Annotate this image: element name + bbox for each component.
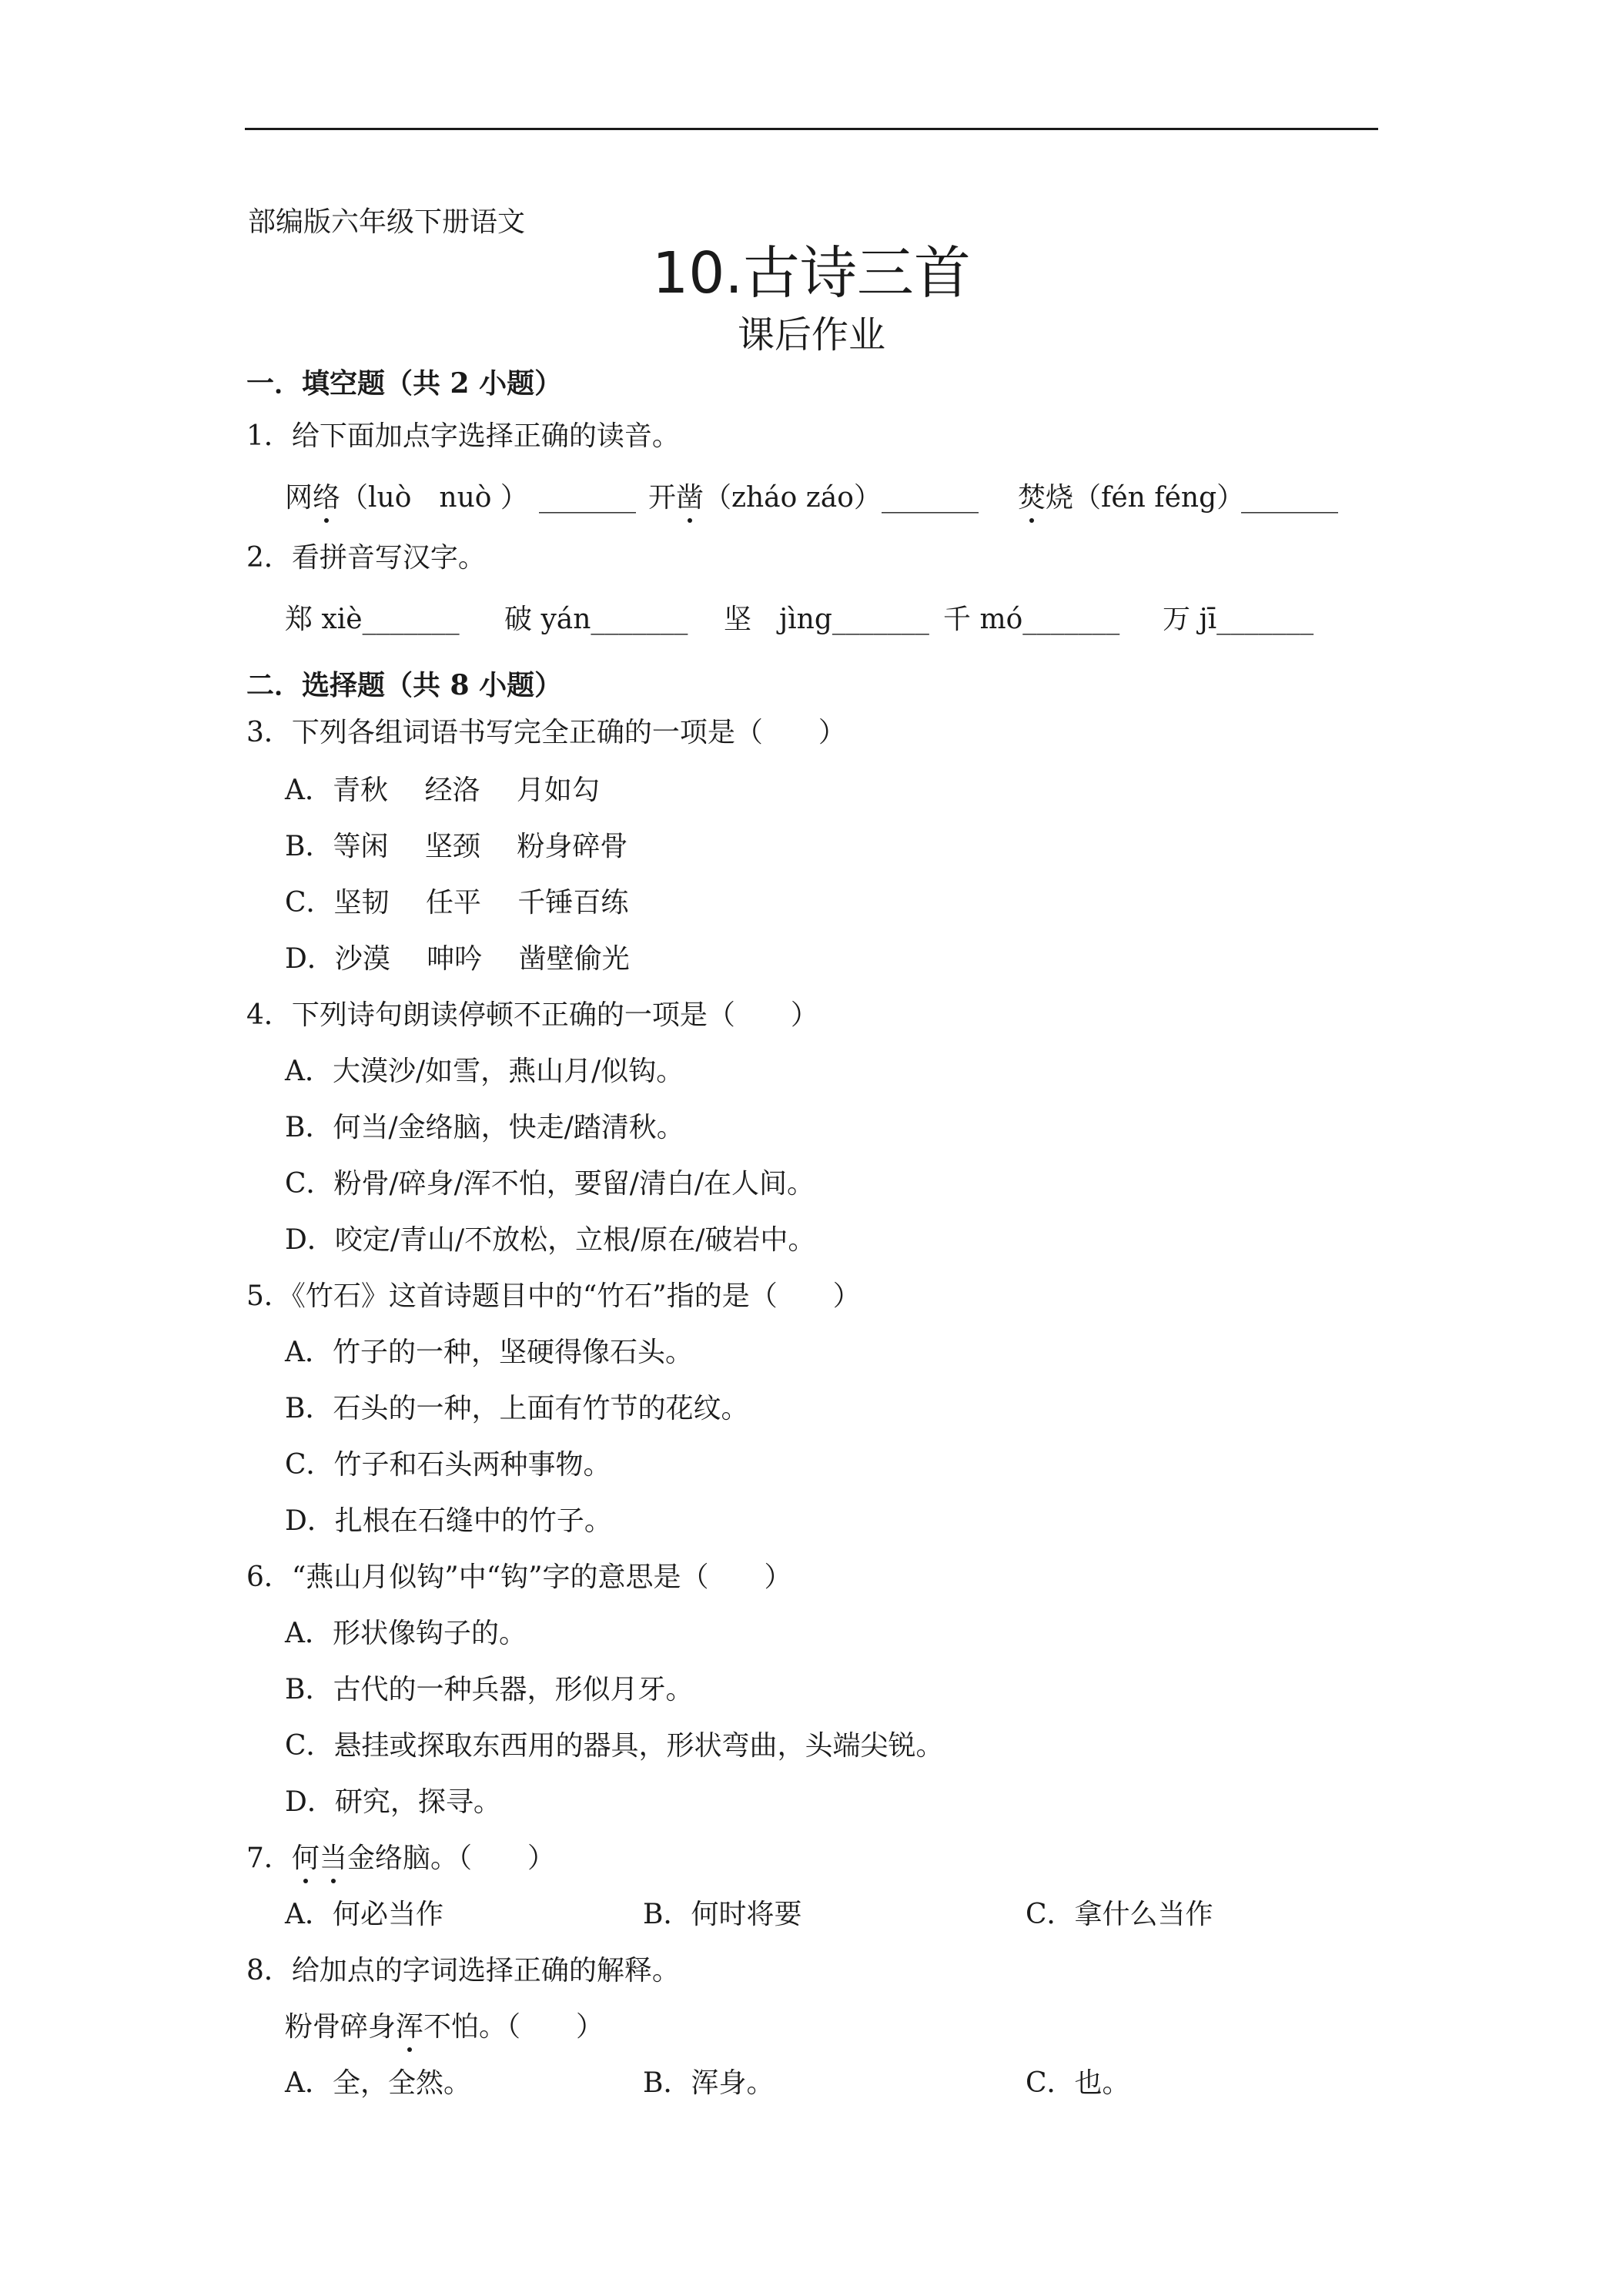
q6-option-b[interactable]: B．古代的一种兵器，形似月牙。 — [285, 1674, 694, 1705]
q7-stem-rest: 金络脑。（ ） — [346, 1842, 555, 1874]
q1-item-2-blank[interactable]: _______ — [882, 482, 979, 514]
q3-option-c[interactable]: C．坚韧 任平 千锤百练 — [285, 887, 629, 919]
q2-item-5[interactable]: 万 jī_______ — [1163, 604, 1314, 635]
section-heading-choice: 二．选择题（共 8 小题） — [246, 669, 563, 701]
q8-option-b[interactable]: B．浑身。 — [643, 2067, 775, 2099]
page-subtitle: 课后作业 — [737, 313, 885, 356]
q8-poem-line — [285, 2010, 604, 2044]
q7-option-c[interactable]: C．拿什么当作 — [1026, 1899, 1213, 1930]
q3-option-d[interactable]: D．沙漠 呻吟 凿壁偷光 — [285, 943, 630, 975]
page-title: 10.古诗三首 — [652, 240, 971, 306]
question-2-stem: 2．看拼音写汉字。 — [246, 542, 486, 574]
q8-option-c[interactable]: C．也。 — [1026, 2067, 1130, 2099]
header-rule — [245, 128, 1378, 130]
q2-item-3[interactable]: 坚 jìng_______ — [724, 604, 929, 635]
q6-option-a[interactable]: A．形状像钩子的。 — [285, 1618, 527, 1649]
question-4-stem: 4．下列诗句朗读停顿不正确的一项是（ ） — [246, 999, 818, 1031]
subject-label: 部编版六年级下册语文 — [248, 206, 526, 238]
q7-number: 7． — [246, 1842, 292, 1874]
q4-option-d[interactable]: D．咬定/青山/不放松，立根/原在/破岩中。 — [285, 1224, 816, 1256]
q1-item-1-pre: 网 — [285, 482, 313, 514]
q3-option-b[interactable]: B．等闲 坚颈 粉身碎骨 — [285, 831, 628, 862]
q4-option-b[interactable]: B．何当/金络脑，快走/踏清秋。 — [285, 1112, 684, 1143]
q8-dotted-char: 浑 — [396, 2011, 424, 2043]
q1-item-3 — [1018, 481, 1244, 515]
q1-item-3-dotted-char: 焚 — [1018, 482, 1046, 514]
q2-item-2[interactable]: 破 yán_______ — [504, 604, 688, 635]
q6-option-d[interactable]: D．研究，探寻。 — [285, 1786, 501, 1818]
q1-item-1-dotted-char: 络 — [313, 482, 341, 514]
q5-option-a[interactable]: A．竹子的一种，坚硬得像石头。 — [285, 1337, 693, 1368]
q8-option-a[interactable]: A．全，全然。 — [285, 2067, 471, 2099]
question-7-stem — [246, 1842, 555, 1876]
q1-item-1-blank[interactable]: _______ — [539, 482, 636, 514]
q6-option-c[interactable]: C．悬挂或探取东西用的器具，形状弯曲，头端尖锐。 — [285, 1730, 944, 1762]
q7-option-b[interactable]: B．何时将要 — [643, 1899, 802, 1930]
question-1-stem: 1．给下面加点字选择正确的读音。 — [246, 420, 680, 452]
q5-option-b[interactable]: B．石头的一种，上面有竹节的花纹。 — [285, 1393, 749, 1424]
q1-item-1 — [285, 481, 528, 515]
question-6-stem: 6．“燕山月似钩”中“钩”字的意思是（ ） — [246, 1561, 792, 1593]
q8-line-post: 不怕。（ ） — [423, 2011, 604, 2043]
question-8-stem: 8．给加点的字词选择正确的解释。 — [246, 1955, 680, 1986]
section-heading-fill-in: 一．填空题（共 2 小题） — [246, 367, 563, 400]
q7-dotted-char-1: 何 — [291, 1842, 320, 1874]
q3-option-a[interactable]: A．青秋 经洛 月如勾 — [285, 775, 600, 806]
q5-option-c[interactable]: C．竹子和石头两种事物。 — [285, 1449, 611, 1481]
q2-item-4[interactable]: 千 mó_______ — [943, 604, 1120, 635]
q7-option-a[interactable]: A．何必当作 — [285, 1899, 443, 1930]
q5-option-d[interactable]: D．扎根在石缝中的竹子。 — [285, 1505, 612, 1537]
q1-item-3-blank[interactable]: _______ — [1241, 482, 1338, 514]
q4-option-a[interactable]: A．大漠沙/如雪，燕山月/似钩。 — [285, 1056, 684, 1087]
q1-item-3-pinyin: 烧（fén féng） — [1046, 482, 1245, 514]
q1-item-2 — [648, 481, 882, 515]
q1-item-2-pinyin: （zháo záo） — [704, 482, 882, 514]
question-3-stem: 3．下列各组词语书写完全正确的一项是（ ） — [246, 717, 846, 748]
q4-option-c[interactable]: C．粉骨/碎身/浑不怕，要留/清白/在人间。 — [285, 1168, 815, 1200]
q7-dotted-char-2: 当 — [319, 1842, 347, 1874]
q8-line-pre: 粉骨碎身 — [285, 2011, 397, 2043]
q1-item-1-pinyin: （luò nuò ） — [340, 482, 528, 514]
q1-item-2-pre: 开 — [648, 482, 677, 514]
q2-item-1[interactable]: 郑 xiè_______ — [285, 604, 460, 635]
question-5-stem: 5．《竹石》这首诗题目中的“竹石”指的是（ ） — [246, 1280, 861, 1312]
q1-item-2-dotted-char: 凿 — [676, 482, 704, 514]
